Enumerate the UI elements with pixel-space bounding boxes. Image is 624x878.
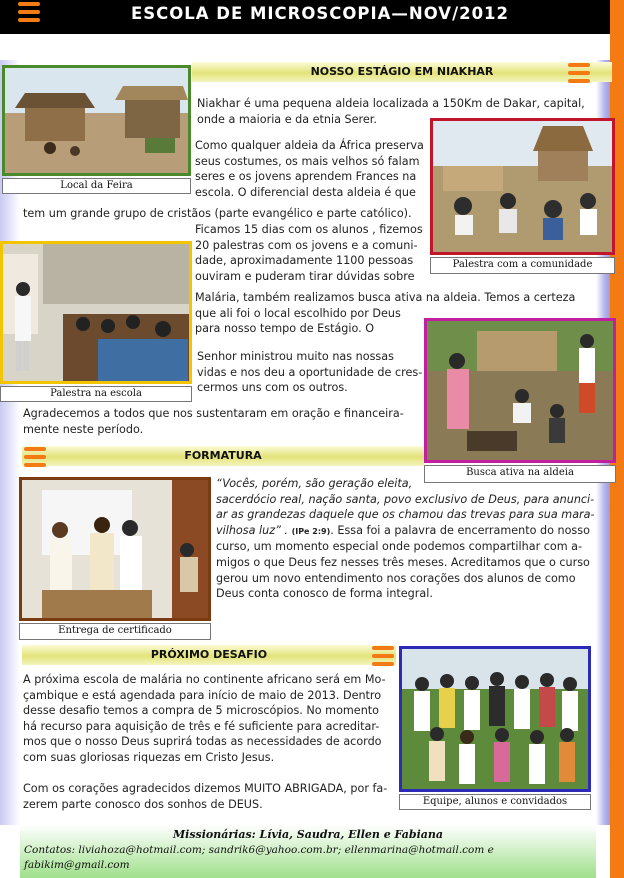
text-line: cermos uns com os outros. [197, 381, 348, 395]
quote-line [216, 507, 596, 523]
text-line: seus costumes, os mais velhos só falam [195, 154, 420, 168]
bible-reference: (IPe 2:9) [291, 526, 331, 536]
section-bar-formatura [22, 446, 424, 466]
text-line: seres e os jovens aprendem Frances na [195, 170, 417, 184]
quote-text: vilhosa luz” . [216, 523, 288, 537]
photo-palestra-comunidade [430, 118, 615, 255]
text-line: A próxima escola de malária no continente africano será em Mo- [23, 673, 386, 686]
caption-busca-ativa: Busca ativa na aldeia [424, 465, 616, 483]
text-line: curso, um momento especial onde podemos compartilhar com a- [216, 540, 583, 554]
text-line: Malária, também realizamos busca ativa na aldeia. Temos a certeza [195, 291, 576, 304]
photo-palestra-comunidade-image [433, 121, 612, 252]
photo-busca-ativa-image [427, 321, 613, 460]
caption-entrega-certificado: Entrega de certificado [19, 623, 211, 640]
text-line: ouviram e puderam tirar dúvidas sobre [195, 269, 415, 283]
niakhar-text-column-2 [195, 222, 430, 284]
text-line: com suas gloriosas riquezas em Cristo Jesus. [23, 750, 275, 764]
photo-entrega-certificado-image [22, 480, 208, 618]
photo-busca-ativa [424, 318, 616, 463]
text-line: desse desafio temos a compra de 5 microscópios. No momento [23, 704, 380, 718]
desafio-text [23, 672, 399, 766]
text-line: vidas e nos deu a oportunidade de cres- [197, 365, 423, 379]
text-line: gerou um novo entendimento nos corações dos alunos de como [216, 571, 576, 585]
quote-text: ar as grandezas daquele que os chamou das trevas para sua mara- [216, 508, 595, 522]
photo-palestra-escola [0, 241, 192, 384]
footer-missionarias: Missionárias: Lívia, Saudra, Ellen e Fabiana [172, 828, 444, 841]
photo-local-feira [2, 65, 191, 176]
photo-local-feira-image [5, 68, 188, 173]
menu-icon[interactable] [24, 447, 46, 467]
photo-entrega-certificado [19, 477, 211, 621]
text-line: mente neste período. [23, 422, 144, 436]
caption-local-feira: Local da Feira [2, 178, 191, 194]
text-line: mos que o nosso Deus suprirá todas as necessidades de acordo [23, 735, 382, 749]
footer-contacts [24, 843, 584, 873]
text-line: Agradecemos a todos que nos sustentaram em oração e financeira- [23, 407, 404, 420]
niakhar-text-column-4 [197, 349, 427, 396]
text-line: Ficamos 15 dias com os alunos , fizemos [195, 223, 423, 236]
desafio-thanks-text [23, 781, 399, 812]
contacts-line: fabikim@gmail.com [24, 859, 130, 871]
text-line: onde a maioria e da etnia Serer. [197, 112, 377, 126]
text-line: Como qualquer aldeia da África preserva [195, 139, 424, 152]
photo-palestra-escola-image [3, 244, 189, 381]
quote-text: sacerdócio real, nação santa, povo exclusivo de Deus, para anunci- [216, 492, 595, 506]
text-line: 20 palestras com os jovens e a comuni- [195, 238, 418, 252]
text-line: zerem parte conosco dos sonhos de DEUS. [23, 797, 263, 811]
section-bar-niakhar [192, 62, 612, 82]
text-line: há recurso para aquisição de três e fé suficiente para acreditar- [23, 719, 380, 733]
text-line: Deus conta conosco de forma integral. [216, 587, 433, 601]
page-title: ESCOLA DE MICROSCOPIA—NOV/2012 [130, 4, 510, 23]
text-line: Com os corações agradecidos dizemos MUITO ABRIGADA, por fa- [23, 782, 388, 795]
quote-line [216, 476, 596, 492]
caption-equipe: Equipe, alunos e convidados [399, 794, 591, 810]
section-heading-niakhar: NOSSO ESTÁGIO EM NIAKHAR [310, 65, 494, 78]
niakhar-text-column [195, 138, 430, 200]
section-heading-formatura: FORMATURA [184, 449, 262, 462]
text-line: çambique e está agendada para início de maio de 2013. Dentro [23, 688, 382, 702]
menu-icon[interactable] [372, 646, 394, 666]
text-line: . Essa foi a palavra de encerramento do nosso [330, 523, 590, 537]
text-line: Senhor ministrou muito nas nossas [197, 350, 394, 363]
caption-palestra-comunidade: Palestra com a comunidade [430, 257, 615, 274]
contacts-line: Contatos: liviahoza@hotmail.com; sandrik6@yahoo.com.br; ellenmarina@hotmail.com e [24, 844, 494, 856]
menu-icon[interactable] [18, 2, 40, 22]
text-line: dade, aproximadamente 1100 pessoas [195, 254, 414, 268]
text-line: migos o que Deus fez nesses três meses. Acreditamos que o curso [216, 555, 590, 569]
quote-line [216, 492, 596, 508]
text-line: para nosso tempo de Estágio. O [195, 322, 375, 336]
photo-equipe-image [402, 649, 588, 789]
section-heading-proximo-desafio: PRÓXIMO DESAFIO [150, 648, 268, 661]
text-line: que ali foi o local escolhido por Deus [195, 306, 401, 320]
niakhar-thanks-text [23, 406, 423, 437]
quote-text: “Vocês, porém, são geração eleita, [216, 477, 413, 490]
text-line: Niakhar é uma pequena aldeia localizada a 150Km de Dakar, capital, [197, 97, 585, 110]
section-bar-proximo-desafio [22, 645, 396, 665]
menu-icon[interactable] [568, 63, 590, 83]
caption-palestra-escola: Palestra na escola [0, 386, 192, 402]
photo-equipe [399, 646, 591, 792]
text-line: escola. O diferencial desta aldeia é que [195, 185, 416, 199]
niakhar-text-wide-line: tem um grande grupo de cristãos (parte evangélico e parte católico). [23, 207, 412, 220]
formatura-text [216, 476, 596, 602]
quote-line-last [216, 523, 596, 540]
